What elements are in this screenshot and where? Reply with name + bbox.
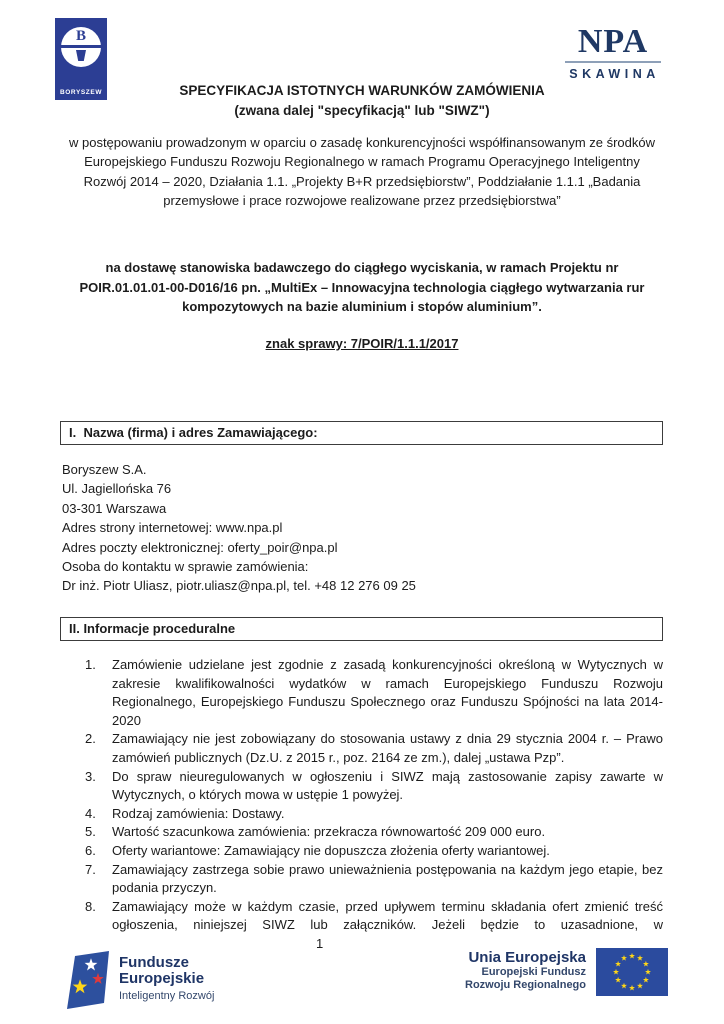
npa-skawina-logo — [563, 24, 663, 81]
list-item: 3. Do spraw nieuregulowanych w ogłoszeniu i SIWZ mają zastosowanie zapisy zawarte w Wytycznych, o których mowa w ustępie 1 powyżej. — [85, 768, 663, 803]
boryszew-divider — [59, 45, 103, 48]
section-2-heading: II. Informacje proceduralne — [60, 617, 663, 641]
boryszew-emblem-icon — [61, 27, 101, 67]
npa-city: SKAWINA — [569, 67, 660, 81]
unia-europejska-logo — [465, 948, 668, 996]
npa-acronym: NPA — [577, 23, 649, 60]
document-title — [0, 81, 724, 121]
subject-paragraph: na dostawę stanowiska badawczego do ciągłego wyciskania, w ramach Projektu nr POIR.01.01.01-00-D016/16 pn. „MultiEx – Innowacyjna technologia ciągłego wytwarzania rur kompozytowych na bazie aluminium i stopów aluminium”. — [79, 260, 645, 314]
eu-flag-icon — [596, 948, 668, 996]
list-item: 4. Rodzaj zamówienia: Dostawy. — [85, 805, 285, 821]
contact-label: Osoba do kontaktu w sprawie zamówienia: — [62, 559, 309, 575]
buyer-name: Boryszew S.A. — [62, 462, 147, 477]
fundusze-europejskie-logo — [66, 951, 214, 1011]
buyer-email: Adres poczty elektronicznej: oferty_poir@npa.pl — [62, 539, 338, 555]
document-title-line2: (zwana dalej "specyfikacją" lub "SIWZ") — [234, 103, 490, 118]
buyer-street: Ul. Jagiellońska 76 — [62, 481, 172, 497]
boryszew-crucible-icon — [76, 50, 86, 61]
case-number: znak sprawy: 7/POIR/1.1.1/2017 — [265, 336, 459, 351]
intro-paragraph: w postępowaniu prowadzonym w oparciu o zasadę konkurencyjności współfinansowanym ze środków Europejskiego Funduszu Rozwoju Regionalnego w ramach Programu Operacyjnego Inteligentny Rozwój 2014 – 2020, Działania 1.1. „Projekty B+R przedsiębiorstw”, Poddziałanie 1.1.1 „Badania przemysłowe i prace rozwojowe realizowane przez przedsiębiorstwa” — [68, 135, 656, 208]
buyer-city: 03-301 Warszawa — [62, 500, 167, 516]
list-item: 6. Oferty wariantowe: Zamawiający nie dopuszcza złożenia oferty wariantowej. — [85, 842, 550, 858]
buyer-website: Adres strony internetowej: www.npa.pl — [62, 520, 283, 536]
procedural-list — [62, 656, 663, 935]
section-1-heading: I. Nazwa (firma) i adres Zamawiającego: — [60, 421, 663, 445]
list-item: 2. Zamawiający nie jest zobowiązany do stosowania ustawy z dnia 29 stycznia 2004 r. – Prawo zamówień publicznych (Dz.U. z 2015 r., poz. 2164 ze zm.), dalej „ustawa Pzp”. — [85, 731, 663, 765]
list-item: 1. Zamówienie udzielane jest zgodnie z zasadą konkurencyjności określoną w Wytycznych w zakresie kwalifikowalności wydatków w ramach Europejskiego Funduszu Rozwoju Regionalnego, Europejskiego Funduszu Społecznego oraz Funduszu Spójności na lata 2014-2020 — [85, 657, 663, 728]
page-number: 1 — [316, 936, 324, 951]
document-title-line1: SPECYFIKACJA ISTOTNYCH WARUNKÓW ZAMÓWIENIA — [179, 83, 545, 98]
contact-person: Dr inż. Piotr Uliasz, piotr.uliasz@npa.pl, tel. +48 12 276 09 25 — [62, 578, 416, 594]
boryszew-logo-text: BORYSZEW — [59, 89, 103, 96]
npa-rule — [565, 61, 661, 63]
list-item: 7. Zamawiający zastrzega sobie prawo unieważnienia postępowania na każdym jego etapie, bez podania przyczyn. — [85, 861, 663, 896]
boryszew-letter: B — [75, 28, 86, 44]
fe-flag-icon — [66, 951, 110, 1011]
eu-logo-text: Unia Europejska Europejski Fundusz Rozwoju Regionalnego — [465, 949, 586, 991]
fe-logo-text: Fundusze Europejskie Inteligentny Rozwój — [119, 954, 215, 1002]
buyer-address-block — [62, 460, 662, 596]
list-item: 8. Zamawiający może w każdym czasie, przed upływem terminu składania ofert zmienić treść ogłoszenia, niniejszej SIWZ lub załączników. Jeżeli będzie to uzasadnione, w — [85, 898, 663, 933]
list-item: 5. Wartość szacunkowa zamówienia: przekracza równowartość 209 000 euro. — [85, 824, 546, 840]
